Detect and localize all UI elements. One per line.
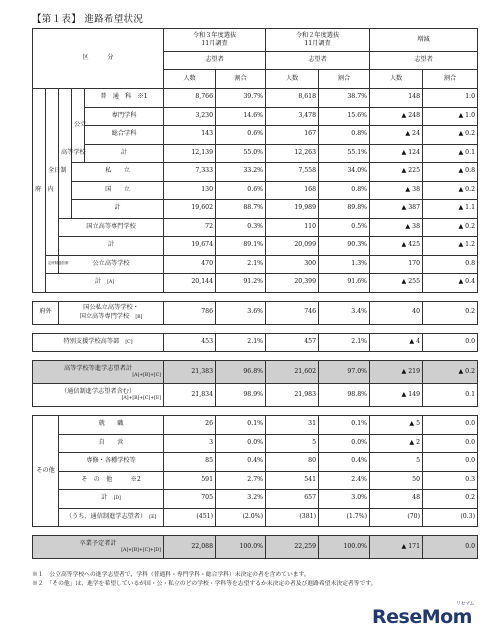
cell-value: ▲ 4 (370, 333, 423, 352)
cell-value: 7,558 (266, 163, 319, 182)
cell-value: ▲ 0.2 (423, 181, 478, 200)
row-label: 専修・各種学校等 (59, 453, 164, 472)
cell-value: 89.1% (216, 237, 266, 256)
cell-value: 110 (266, 218, 319, 237)
row-label: 就 職 (59, 416, 164, 435)
header-shiboosha-r2: 志望者 (266, 52, 370, 70)
table-row (33, 144, 478, 163)
cell-value: 20,099 (266, 237, 319, 256)
cell-value: 3,230 (164, 107, 216, 126)
cell-value: 5 (266, 434, 319, 453)
cell-value: 0.1% (216, 416, 266, 435)
table-row (33, 508, 478, 527)
cell-value: 0.1 (423, 384, 478, 407)
cell-value: 3.4% (319, 301, 370, 324)
cell-value: 130 (164, 181, 216, 200)
cell-value: 705 (164, 490, 216, 509)
cell-value: 2.1% (216, 255, 266, 274)
row-label: 計 [D] (59, 490, 164, 509)
cell-value: 0.0 (423, 333, 478, 352)
cell-value: 3 (164, 434, 216, 453)
table-row (33, 490, 478, 509)
table-row (33, 453, 478, 472)
cell-value: 0.8% (319, 126, 370, 145)
cell-value: 21,983 (266, 384, 319, 407)
cell-value: 8,618 (266, 89, 319, 108)
cell-value: ▲ 2 (370, 434, 423, 453)
cell-value: 457 (266, 333, 319, 352)
cell-value: 80 (266, 453, 319, 472)
cell-value: ▲ 219 (370, 361, 423, 384)
cell-value: 0.1% (319, 416, 370, 435)
table-row (33, 218, 478, 237)
cell-value: 148 (370, 89, 423, 108)
row-label: 総合学科 (85, 126, 164, 145)
table-row (33, 89, 478, 108)
table-row (33, 301, 478, 324)
cell-value: 0.2 (423, 301, 478, 324)
row-label: 普 通 科 ※1 (85, 89, 164, 108)
side-label-teiji: 定時制通信制 (46, 255, 59, 274)
page-title: 【第１表】 進路希望状況 (32, 14, 144, 25)
cell-value: 3.0% (319, 490, 370, 509)
cell-value: ▲ 0.8 (423, 163, 478, 182)
row-label: 計 (59, 237, 164, 256)
cell-value: 91.6% (319, 274, 370, 293)
cell-value: (70) (370, 508, 423, 527)
cell-value: 97.0% (319, 361, 370, 384)
cell-value: 21,834 (164, 384, 216, 407)
cell-value: 21,602 (266, 361, 319, 384)
cell-value: 170 (370, 255, 423, 274)
cell-value: 1.3% (319, 255, 370, 274)
cell-value: 90.3% (319, 237, 370, 256)
table-row (33, 255, 478, 274)
row-label: 国公私立高等学校・ 国立高等専門学校 [B] (59, 301, 164, 324)
row-label: 国 立 (72, 181, 164, 200)
header-r3: 令和３年度選抜 11月調査 (164, 29, 266, 52)
cell-value: 91.2% (216, 274, 266, 293)
cell-value: 2.7% (216, 471, 266, 490)
header-wariai: 割合 (319, 70, 370, 89)
cell-value: 19,989 (266, 200, 319, 219)
row-label: 計 (72, 200, 164, 219)
table-row (33, 434, 478, 453)
header-row-years (33, 29, 478, 52)
cell-value: 20,144 (164, 274, 216, 293)
table-row (33, 361, 478, 384)
header-kubun: 区 分 (33, 29, 164, 89)
cell-value: 98.8% (319, 384, 370, 407)
cell-value: 19,674 (164, 237, 216, 256)
resemom-logo: ReseMom リセマム (372, 601, 474, 628)
cell-value: 31 (266, 416, 319, 435)
header-ninzu: 人数 (164, 70, 216, 89)
cell-value: 3,478 (266, 107, 319, 126)
side-label-funai: 府 内 (33, 89, 46, 293)
header-ninzu: 人数 (266, 70, 319, 89)
cell-value: 21,383 (164, 361, 216, 384)
footnote-1: ※１ 公立高等学校への進学志望者で、学科（普通科・専門学科・総合学科）未決定の者を含めています。 (32, 572, 310, 578)
cell-value: (381) (266, 508, 319, 527)
cell-value: 98.9% (216, 384, 266, 407)
cell-value: ▲ 0.4 (423, 274, 478, 293)
table-row (33, 416, 478, 435)
cell-value: 0.0 (423, 434, 478, 453)
cell-value: 1.0 (423, 89, 478, 108)
cell-value: 786 (164, 301, 216, 324)
cell-value: 2.1% (216, 333, 266, 352)
row-label: 計 (85, 144, 164, 163)
table-row (33, 333, 478, 352)
cell-value: 143 (164, 126, 216, 145)
side-label-fugai: 府外 (33, 301, 59, 324)
table-row (33, 200, 478, 219)
cell-value: 0.0% (319, 434, 370, 453)
cell-value: ▲ 38 (370, 181, 423, 200)
cell-value: 0.3 (423, 471, 478, 490)
cell-value: ▲ 24 (370, 126, 423, 145)
table-row (33, 107, 478, 126)
cell-value: 50 (370, 471, 423, 490)
cell-value: ▲ 171 (370, 536, 423, 559)
header-wariai: 割合 (423, 70, 478, 89)
cell-value: ▲ 0.2 (423, 126, 478, 145)
cell-value: 33.2% (216, 163, 266, 182)
cell-value: 8,766 (164, 89, 216, 108)
cell-value: 55.1% (319, 144, 370, 163)
cell-value: 34.0% (319, 163, 370, 182)
cell-value: 0.5% (319, 218, 370, 237)
header-shiboosha-diff: 志望者 (370, 52, 478, 70)
cell-value: ▲ 5 (370, 416, 423, 435)
cell-value: 39.7% (216, 89, 266, 108)
side-label-koritsu: 公立 (72, 89, 85, 163)
cell-value: 0.0% (216, 434, 266, 453)
cell-value: 48 (370, 490, 423, 509)
side-label-koto: 高等学校 (59, 89, 72, 219)
cell-value: 72 (164, 218, 216, 237)
cell-value: ▲ 425 (370, 237, 423, 256)
header-ninzu: 人数 (370, 70, 423, 89)
cell-value: 85 (164, 453, 216, 472)
cell-value: (451) (164, 508, 216, 527)
cell-value: 22,259 (266, 536, 319, 559)
cell-value: 657 (266, 490, 319, 509)
cell-value: 7,333 (164, 163, 216, 182)
row-label: （通信制進学志望者含む） [A]+[B]+[C]+[E] (33, 384, 164, 407)
table-row (33, 384, 478, 407)
cell-value: (0.3) (423, 508, 478, 527)
cell-value: 12,139 (164, 144, 216, 163)
header-shiboosha-r3: 志望者 (164, 52, 266, 70)
row-label: 専門学科 (85, 107, 164, 126)
cell-value: ▲ 225 (370, 163, 423, 182)
cell-value: 453 (164, 333, 216, 352)
cell-value: 2.4% (319, 471, 370, 490)
cell-value: 19,602 (164, 200, 216, 219)
cell-value: 470 (164, 255, 216, 274)
cell-value: ▲ 0.2 (423, 218, 478, 237)
cell-value: ▲ 255 (370, 274, 423, 293)
cell-value: 22,088 (164, 536, 216, 559)
cell-value: (1.7%) (319, 508, 370, 527)
cell-value: 14.6% (216, 107, 266, 126)
row-label: 高等学校等進学志望者計 [A]+[B]+[C] (33, 361, 164, 384)
cell-value: ▲ 1.2 (423, 237, 478, 256)
side-label-sonota: その他 (33, 416, 59, 527)
row-label: 卒業予定者計 [A]+[B]+[C]+[D] (33, 536, 164, 559)
course-preference-table (32, 28, 478, 559)
cell-value: 26 (164, 416, 216, 435)
cell-value: 40 (370, 301, 423, 324)
cell-value: 88.7% (216, 200, 266, 219)
cell-value: 541 (266, 471, 319, 490)
cell-value: 89.8% (319, 200, 370, 219)
table-row (33, 126, 478, 145)
cell-value: 167 (266, 126, 319, 145)
table-row (33, 536, 478, 559)
cell-value: 0.3% (216, 218, 266, 237)
table-row (33, 274, 478, 293)
cell-value: (2.0%) (216, 508, 266, 527)
row-label: そ の 他 ※2 (59, 471, 164, 490)
cell-value: ▲ 387 (370, 200, 423, 219)
table-row (33, 237, 478, 256)
cell-value: 0.4% (319, 453, 370, 472)
cell-value: 2.1% (319, 333, 370, 352)
table-row (33, 181, 478, 200)
table-row (33, 471, 478, 490)
row-label: 私 立 (72, 163, 164, 182)
cell-value: 20,399 (266, 274, 319, 293)
cell-value: 0.8 (423, 255, 478, 274)
cell-value: 300 (266, 255, 319, 274)
cell-value: 3.6% (216, 301, 266, 324)
cell-value: 55.0% (216, 144, 266, 163)
row-label: 国立高等専門学校 (59, 218, 164, 237)
cell-value: 0.8% (319, 181, 370, 200)
cell-value: 0.0 (423, 453, 478, 472)
row-label: 計 [A] (46, 274, 164, 293)
header-diff: 増減 (370, 29, 478, 52)
cell-value: ▲ 149 (370, 384, 423, 407)
cell-value: 15.6% (319, 107, 370, 126)
cell-value: 38.7% (319, 89, 370, 108)
cell-value: 0.0 (423, 536, 478, 559)
cell-value: 5 (370, 453, 423, 472)
cell-value: ▲ 0.1 (423, 144, 478, 163)
cell-value: 0.6% (216, 126, 266, 145)
cell-value: ▲ 248 (370, 107, 423, 126)
cell-value: 168 (266, 181, 319, 200)
cell-value: 0.2 (423, 490, 478, 509)
row-label: 公立高等学校 (59, 255, 164, 274)
cell-value: ▲ 0.2 (423, 361, 478, 384)
cell-value: 591 (164, 471, 216, 490)
footnote-2: ※２ 「その他」は、進学を希望しているが国・公・私立のどの学校・学科等を志望するか未決定の者及び進路希望未決定者等です。 (32, 581, 377, 587)
cell-value: 3.2% (216, 490, 266, 509)
cell-value: ▲ 38 (370, 218, 423, 237)
header-r2: 令和２年度選抜 11月調査 (266, 29, 370, 52)
table-row (33, 163, 478, 182)
row-label: 特別支援学校高等部 [C] (33, 333, 164, 352)
side-label-zennichi: 全日制 (46, 89, 59, 256)
cell-value: 100.0% (216, 536, 266, 559)
cell-value: 0.0 (423, 416, 478, 435)
cell-value: 746 (266, 301, 319, 324)
cell-value: 96.8% (216, 361, 266, 384)
cell-value: 100.0% (319, 536, 370, 559)
cell-value: 12,263 (266, 144, 319, 163)
cell-value: 0.4% (216, 453, 266, 472)
row-label: （うち、通信制進学志望者） [E] (59, 508, 164, 527)
cell-value: 0.6% (216, 181, 266, 200)
header-wariai: 割合 (216, 70, 266, 89)
cell-value: ▲ 124 (370, 144, 423, 163)
cell-value: ▲ 1.0 (423, 107, 478, 126)
cell-value: ▲ 1.1 (423, 200, 478, 219)
row-label: 自 営 (59, 434, 164, 453)
